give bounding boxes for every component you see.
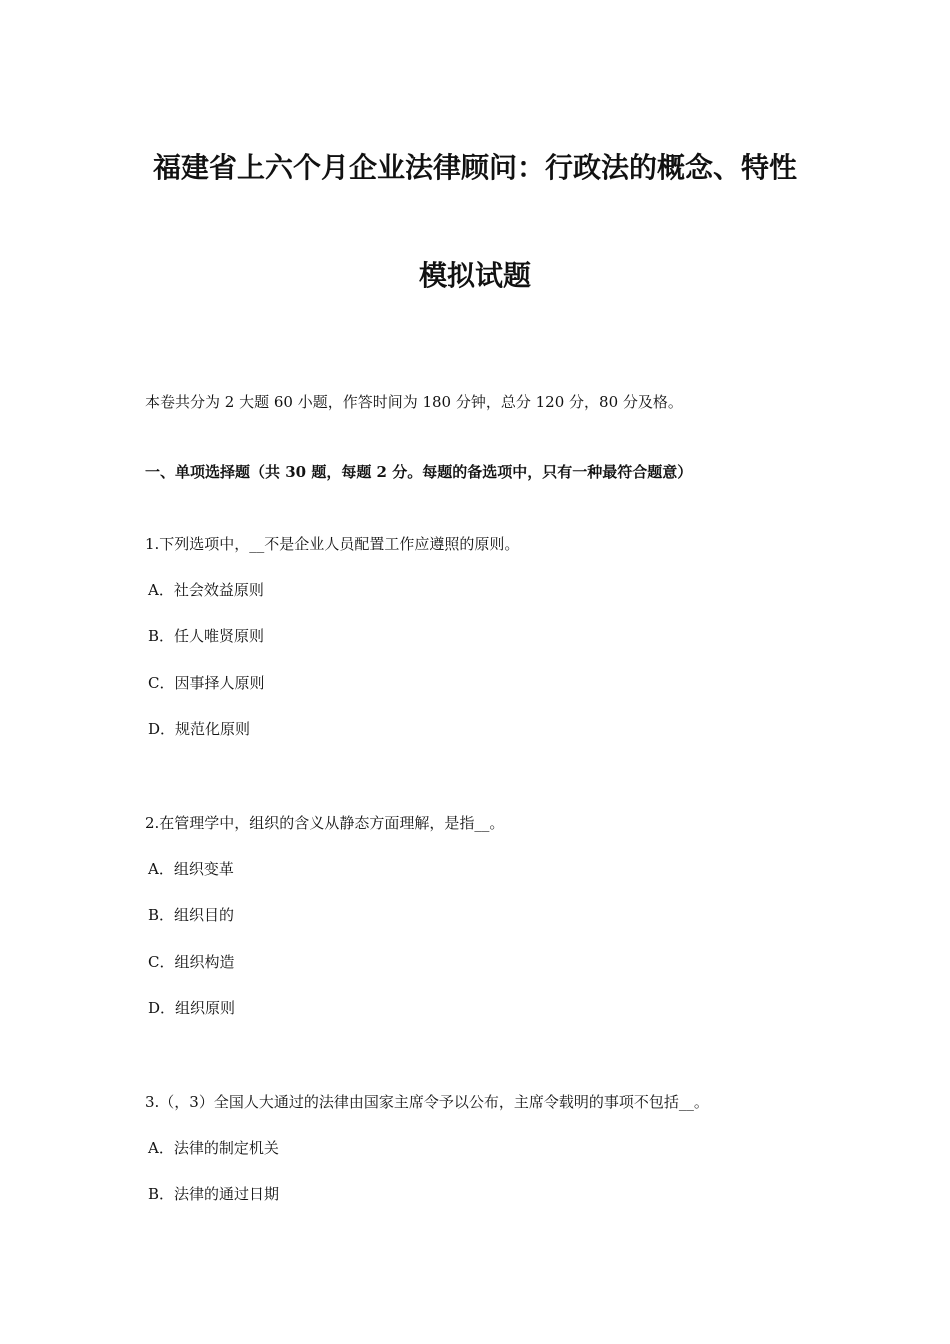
question-1-option-c: C．因事择人原则	[148, 674, 265, 692]
section-heading-single-choice: 一、单项选择题（共 30 题，每题 2 分。每题的备选项中，只有一种最符合题意）	[145, 463, 693, 481]
question-1-text: 1.下列选项中，__不是企业人员配置工作应遵照的原则。	[145, 535, 520, 553]
question-2-option-c: C．组织构造	[148, 953, 235, 971]
document-title-line-2: 模拟试题	[418, 259, 531, 292]
exam-intro: 本卷共分为 2 大题 60 小题，作答时间为 180 分钟，总分 120 分，80 分及格。	[145, 393, 683, 411]
question-1-option-b: B．任人唯贤原则	[148, 627, 265, 645]
question-1-option-d: D．规范化原则	[148, 720, 251, 738]
question-3-option-b: B．法律的通过日期	[148, 1185, 280, 1203]
question-2-option-b: B．组织目的	[148, 906, 235, 924]
question-1-option-a: A．社会效益原则	[148, 581, 264, 599]
question-2-option-a: A．组织变革	[148, 860, 234, 878]
question-3-text: 3.（，3）全国人大通过的法律由国家主席令予以公布，主席令载明的事项不包括__。	[145, 1093, 709, 1111]
question-3-option-a: A．法律的制定机关	[148, 1139, 279, 1157]
question-2-text: 2.在管理学中，组织的含义从静态方面理解，是指__。	[145, 814, 505, 832]
question-2-option-d: D．组织原则	[148, 999, 236, 1017]
document-title-line-1: 福建省上六个月企业法律顾问：行政法的概念、特性	[152, 151, 797, 184]
